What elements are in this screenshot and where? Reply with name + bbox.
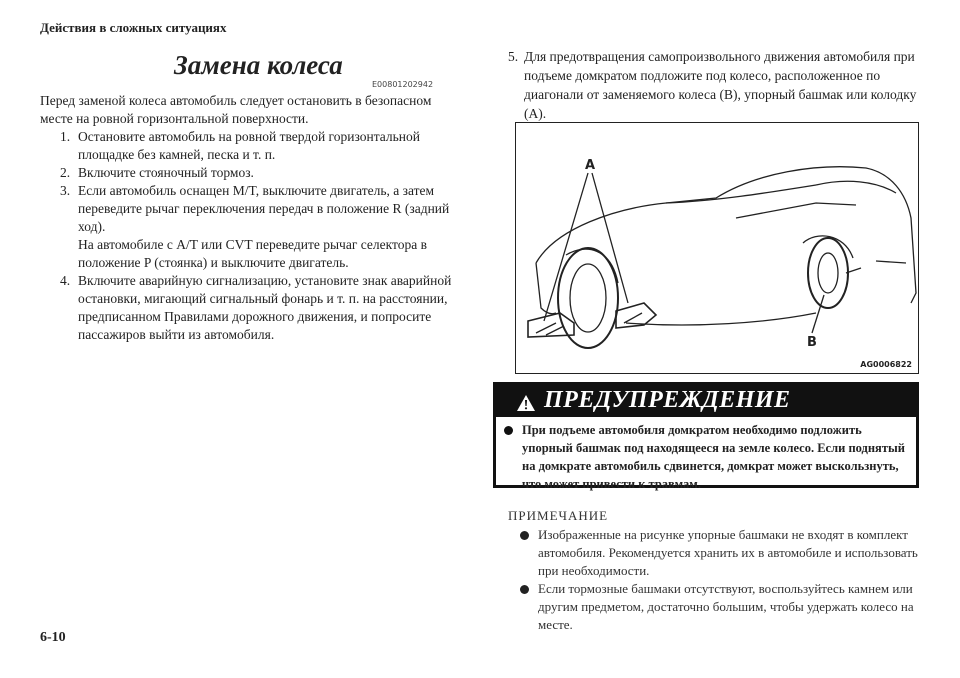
list-item [60, 128, 460, 164]
step-text: Включите стояночный тормоз. [78, 165, 254, 180]
warning-header [496, 385, 916, 417]
list-item [60, 164, 460, 182]
section-header: Действия в сложных ситуациях [40, 20, 227, 35]
page-title: Замена колеса [174, 50, 343, 80]
list-item [60, 272, 460, 344]
warning-title: ПРЕДУПРЕЖДЕНИЕ [544, 387, 791, 413]
note-item [538, 580, 918, 634]
note-text: Если тормозные башмаки отсутствуют, воспользуйтесь камнем или другим предметом, достаточно большим, чтобы удержать колесо на месте. [538, 581, 914, 632]
note-text: Изображенные на рисунке упорные башмаки не входят в комплект автомобиля. Рекомендуется хранить их в автомобиле и использовать при необходимости. [538, 527, 918, 578]
label-b: B [807, 335, 817, 350]
warning-text-content: При подъеме автомобиля домкратом необходимо подложить упорный башмак под находящееся на земле колесо. Если поднятый на домкрате автомобиль сдвинется, домкрат может выскользнуть, что может привести к травмам. [522, 423, 905, 491]
bullet-icon [520, 585, 529, 594]
bullet-icon [520, 531, 529, 540]
step-number: 2. [60, 165, 71, 180]
label-a: A [585, 158, 596, 173]
step-text: Для предотвращения самопроизвольного движения автомобиля при подъеме домкратом подложите под колесо, расположенное по диагонали от заменяемого колеса (B), упорный башмак или колодку (A). [524, 49, 917, 121]
step-text: Включите аварийную сигнализацию, установите знак аварийной остановки, мигающий сигнальный фонарь и т. п. на расстоянии, предписанном Правилами дорожного движения, и попросите пассажиров выйти из автомобиля. [78, 273, 452, 342]
note-title: ПРИМЕЧАНИЕ [508, 508, 609, 523]
step-number: 1. [60, 129, 71, 144]
warning-box [493, 382, 919, 491]
steps-list [60, 128, 460, 344]
car-illustration [516, 123, 920, 375]
step-number: 4. [60, 273, 71, 288]
step-text-continued: На автомобиле с A/T или CVT переведите рычаг селектора в положение P (стоянка) и выключите двигатель. [78, 237, 427, 270]
intro-paragraph: Перед заменой колеса автомобиль следует остановить в безопасном месте на ровной горизонтальной поверхности. [40, 93, 432, 126]
document-code: E00801202942 [372, 80, 434, 89]
wheel-chock-diagram [515, 122, 919, 374]
warning-triangle-icon [516, 394, 536, 412]
page-number: 6-10 [40, 630, 66, 645]
bullet-icon [504, 426, 513, 435]
step-number: 3. [60, 183, 71, 198]
note-item [538, 526, 918, 580]
illustration-code: AG0006822 [860, 360, 912, 369]
warning-text [522, 421, 912, 493]
list-item [60, 182, 460, 272]
step-text: Остановите автомобиль на ровной твердой горизонтальной площадке без камней, песка и т. п. [78, 129, 420, 162]
step-number: 5. [508, 49, 519, 64]
step-text: Если автомобиль оснащен M/T, выключите двигатель, а затем переведите рычаг переключения передач в положение R (задний ход). [78, 183, 450, 234]
list-item [508, 47, 929, 123]
